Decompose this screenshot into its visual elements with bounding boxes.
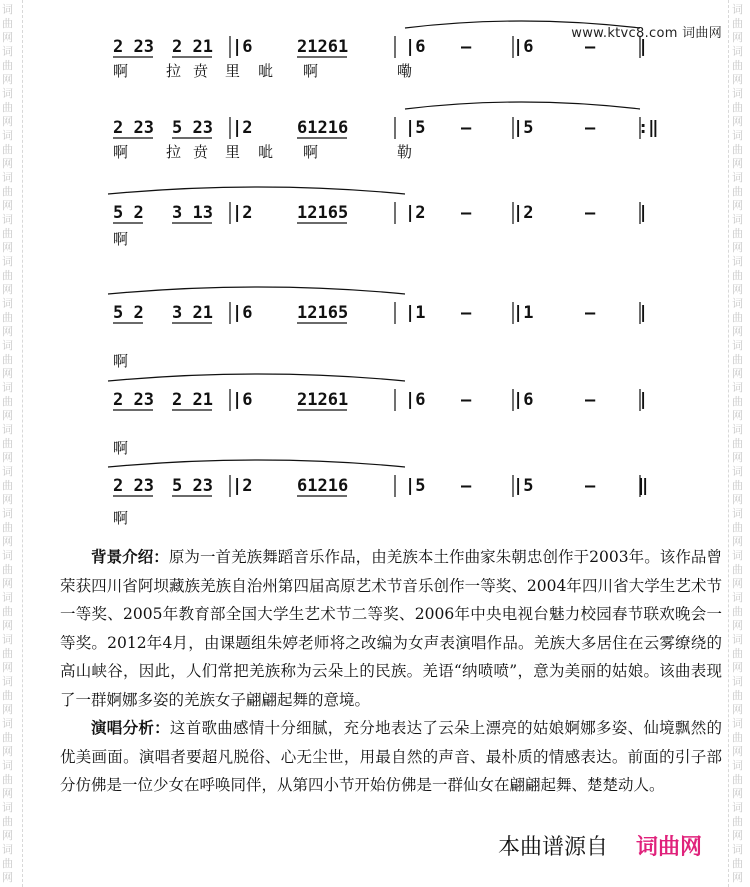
side-watermark-char: 网 <box>732 703 743 716</box>
side-watermark-char: 词 <box>732 297 743 310</box>
side-watermark-char: 网 <box>732 199 743 212</box>
side-watermark-char: 曲 <box>732 143 743 156</box>
side-watermark-char: 词 <box>732 423 743 436</box>
score-note-group: |2 <box>232 118 253 138</box>
lyric-syllable: 啊 <box>113 509 129 527</box>
lyric-syllable: 拉 <box>166 62 182 80</box>
score-note-group: | <box>638 390 649 410</box>
side-watermark-char: 曲 <box>732 521 743 534</box>
lyric-syllable: 贲 <box>193 143 209 161</box>
side-watermark-char: 词 <box>2 171 13 184</box>
score-note-group: 12165 <box>297 303 349 323</box>
score-note-group: |2 <box>232 203 253 223</box>
side-watermark-char: 曲 <box>2 605 13 618</box>
slur-curve <box>108 374 405 381</box>
score-note-group: | <box>638 303 649 323</box>
slur-curve <box>405 21 640 28</box>
score-note-group: |2 <box>405 203 426 223</box>
side-watermark-char: 网 <box>732 409 743 422</box>
score-note-group: |6 <box>405 37 426 57</box>
side-watermark-char: 词 <box>2 759 13 772</box>
side-watermark-char: 曲 <box>732 605 743 618</box>
side-watermark-char: 词 <box>2 297 13 310</box>
analysis-paragraph <box>60 714 722 800</box>
side-watermark-char: 曲 <box>732 395 743 408</box>
side-watermark-char: 词 <box>2 129 13 142</box>
side-watermark-char: 曲 <box>732 731 743 744</box>
score-note-group: – <box>585 476 596 496</box>
side-watermark-char: 词 <box>732 255 743 268</box>
score-note-group: – <box>585 203 596 223</box>
score-note-group: |6 <box>405 390 426 410</box>
score-note-group: | <box>638 203 649 223</box>
score-note-group: 5 23 <box>172 118 213 138</box>
side-watermark-char: 曲 <box>2 395 13 408</box>
score-note-group: :‖ <box>638 118 659 138</box>
side-watermark-char: 词 <box>2 255 13 268</box>
side-watermark-char: 曲 <box>2 311 13 324</box>
side-watermark-char: 网 <box>732 451 743 464</box>
side-watermark-char: 词 <box>2 423 13 436</box>
score-note-group: 12165 <box>297 203 349 223</box>
side-watermark-char: 词 <box>2 507 13 520</box>
side-watermark-char: 词 <box>732 759 743 772</box>
side-watermark-char: 曲 <box>2 689 13 702</box>
side-watermark-char: 词 <box>732 45 743 58</box>
score-note-group: 2 21 <box>172 37 213 57</box>
side-watermark-char: 网 <box>732 241 743 254</box>
side-watermark-char: 曲 <box>2 731 13 744</box>
score-note-group: – <box>461 37 472 57</box>
footer-source-text: 本曲谱源自 <box>498 835 609 860</box>
side-watermark-char: 词 <box>732 465 743 478</box>
side-watermark-char: 词 <box>2 675 13 688</box>
side-watermark-char: 曲 <box>732 479 743 492</box>
side-watermark-char: 词 <box>2 339 13 352</box>
side-watermark-char: 曲 <box>732 59 743 72</box>
lyric-syllable: 嘞 <box>397 62 413 80</box>
lyric-syllable: 啊 <box>303 143 319 161</box>
slur-curve <box>108 460 405 467</box>
score-note-group: 3 21 <box>172 303 213 323</box>
lyric-syllable: 呲 <box>258 143 274 161</box>
side-watermark-char: 网 <box>2 787 13 800</box>
side-watermark-char: 词 <box>2 213 13 226</box>
side-watermark-char: 曲 <box>732 101 743 114</box>
side-watermark-char: 网 <box>2 619 13 632</box>
side-watermark-char: 网 <box>732 871 743 884</box>
side-watermark-char: 词 <box>732 3 743 16</box>
site-watermark: www.ktvc8.com 词曲网 <box>571 26 722 41</box>
side-watermark-char: 曲 <box>2 815 13 828</box>
side-watermark-char: 网 <box>732 493 743 506</box>
score-note-group: 5 2 <box>113 303 144 323</box>
side-watermark-char: 词 <box>2 87 13 100</box>
lyric-syllable: 贲 <box>193 62 209 80</box>
side-watermark-char: 曲 <box>2 773 13 786</box>
side-watermark-char: 网 <box>732 283 743 296</box>
side-watermark-char: 词 <box>732 129 743 142</box>
side-watermark-char: 曲 <box>2 353 13 366</box>
side-watermark-char: 网 <box>732 577 743 590</box>
side-watermark-char: 词 <box>732 675 743 688</box>
side-watermark-char: 词 <box>2 591 13 604</box>
score-note-group: |2 <box>513 203 534 223</box>
score-note-group: 2 21 <box>172 390 213 410</box>
score-note-group: |6 <box>232 303 253 323</box>
side-watermark-char: 网 <box>732 535 743 548</box>
side-watermark-char: 网 <box>2 661 13 674</box>
side-watermark-char: 曲 <box>2 479 13 492</box>
side-watermark-char: 词 <box>732 381 743 394</box>
score-note-group: – <box>461 118 472 138</box>
side-watermark-char: 词 <box>2 465 13 478</box>
side-watermark-char: 曲 <box>732 185 743 198</box>
score-note-group: |5 <box>513 118 534 138</box>
lyric-syllable: 啊 <box>113 230 129 248</box>
side-watermark-char: 网 <box>2 283 13 296</box>
score-note-group: |2 <box>232 476 253 496</box>
side-watermark-char: 词 <box>2 801 13 814</box>
side-watermark-char: 网 <box>2 493 13 506</box>
side-watermark-char: 网 <box>732 787 743 800</box>
side-watermark-char: 网 <box>2 241 13 254</box>
side-watermark-char: 网 <box>732 745 743 758</box>
side-watermark-char: 词 <box>732 507 743 520</box>
side-watermark-char: 词 <box>732 801 743 814</box>
side-watermark-char: 词 <box>2 3 13 16</box>
side-watermark-char: 词 <box>732 717 743 730</box>
side-watermark-char: 词 <box>2 843 13 856</box>
lyric-syllable: 啊 <box>303 62 319 80</box>
score-note-group: – <box>461 203 472 223</box>
score-note-group: 2 23 <box>113 390 154 410</box>
score-note-group: |5 <box>405 476 426 496</box>
side-watermark-char: 网 <box>2 157 13 170</box>
side-watermark-char: 曲 <box>732 689 743 702</box>
analysis-label: 演唱分析： <box>91 719 170 737</box>
side-watermark-char: 曲 <box>732 311 743 324</box>
side-watermark-char: 曲 <box>732 269 743 282</box>
score-note-group: |6 <box>513 37 534 57</box>
side-watermark-char: 网 <box>2 409 13 422</box>
side-watermark-char: 曲 <box>732 227 743 240</box>
lyric-syllable: 啊 <box>113 439 129 457</box>
side-watermark-char: 曲 <box>732 647 743 660</box>
side-watermark-char: 网 <box>2 367 13 380</box>
score-note-group: |1 <box>513 303 534 323</box>
side-watermark-char: 曲 <box>2 647 13 660</box>
side-watermark-char: 网 <box>2 451 13 464</box>
score-note-group: 2 23 <box>113 37 154 57</box>
score-note-group: |6 <box>232 390 253 410</box>
side-watermark-char: 网 <box>2 325 13 338</box>
background-paragraph <box>60 543 722 714</box>
side-watermark-char: 网 <box>732 619 743 632</box>
score-note-group: 2 23 <box>113 118 154 138</box>
side-watermark-char: 词 <box>732 591 743 604</box>
side-watermark-char: 曲 <box>2 227 13 240</box>
side-watermark-char: 词 <box>732 633 743 646</box>
score-note-group: |6 <box>232 37 253 57</box>
lyric-syllable: 里 <box>225 62 241 80</box>
side-watermark-char: 网 <box>2 829 13 842</box>
score-note-group: |1 <box>405 303 426 323</box>
side-watermark-char: 网 <box>2 73 13 86</box>
lyric-syllable: 勒 <box>397 143 413 161</box>
side-watermark-char: 网 <box>2 745 13 758</box>
side-watermark-char: 网 <box>732 73 743 86</box>
side-watermark-char: 词 <box>732 339 743 352</box>
side-watermark-char: 网 <box>2 703 13 716</box>
side-watermark-char: 网 <box>732 31 743 44</box>
side-watermark-char: 网 <box>2 115 13 128</box>
score-note-group: |5 <box>513 476 534 496</box>
side-watermark-char: 曲 <box>732 815 743 828</box>
side-watermark-char: 网 <box>2 31 13 44</box>
lyric-syllable: 啊 <box>113 143 129 161</box>
side-watermark-char: 网 <box>2 577 13 590</box>
side-watermark-char: 词 <box>732 171 743 184</box>
score-note-group: 3 13 <box>172 203 213 223</box>
side-watermark-char: 词 <box>2 633 13 646</box>
side-watermark-char: 网 <box>732 661 743 674</box>
score-note-group: 21261 <box>297 37 349 57</box>
slur-curve <box>108 287 405 294</box>
score-note-group: – <box>585 303 596 323</box>
score-note-group: 2 23 <box>113 476 154 496</box>
side-watermark-char: 曲 <box>2 269 13 282</box>
score-note-group: – <box>585 37 596 57</box>
side-watermark-char: 网 <box>732 157 743 170</box>
side-watermark-char: 曲 <box>2 59 13 72</box>
score-note-group: – <box>461 476 472 496</box>
footer-brand-logo: 词曲网 <box>636 835 703 860</box>
score-note-group: – <box>461 303 472 323</box>
side-watermark-char: 曲 <box>2 857 13 870</box>
side-watermark-char: 网 <box>732 829 743 842</box>
score-note-group: – <box>585 390 596 410</box>
side-watermark-char: 曲 <box>2 563 13 576</box>
side-watermark-char: 词 <box>2 381 13 394</box>
lyric-syllable: 呲 <box>258 62 274 80</box>
side-watermark-char: 网 <box>732 367 743 380</box>
side-watermark-char: 曲 <box>2 185 13 198</box>
side-watermark-char: 网 <box>2 871 13 884</box>
score-note-group: ‖ <box>638 476 649 496</box>
side-watermark-char: 曲 <box>732 773 743 786</box>
slur-curve <box>108 187 405 194</box>
side-watermark-char: 曲 <box>732 857 743 870</box>
lyric-syllable: 啊 <box>113 62 129 80</box>
side-watermark-char: 曲 <box>2 101 13 114</box>
score-note-group: |5 <box>405 118 426 138</box>
score-note-group: 61216 <box>297 118 349 138</box>
background-text: 原为一首羌族舞蹈音乐作品，由羌族本土作曲家朱朝忠创作于2003年。该作品曾荣获四川省阿坝藏族羌族自治州第四届高原艺术节音乐创作一等奖、2004年四川省大学生艺术节一等奖、2005年教育部全国大学生艺术节二等奖、2006年中央电视台魅力校园春节联欢晚会一等奖。2012年4月，由课题组朱婷老师将之改编为女声表演唱作品。羌族大多居住在云雾缭绕的高山峡谷，因此，人们常把羌族称为云朵上的民族。羌语“纳喷喷”，意为美丽的姑娘。该曲表现了一群婀娜多姿的羌族女子翩翩起舞的意境。 <box>60 548 722 709</box>
analysis-text: 这首歌曲感情十分细腻，充分地表达了云朵上漂亮的姑娘婀娜多姿、仙境飘然的优美画面。演唱者要超凡脱俗、心无尘世，用最自然的声音、最朴质的情感表达。前面的引子部分仿佛是一位少女在呼唤同伴，从第四小节开始仿佛是一群仙女在翩翩起舞、楚楚动人。 <box>60 719 722 794</box>
score-note-group: – <box>585 118 596 138</box>
lyric-syllable: 里 <box>225 143 241 161</box>
slur-curve <box>405 102 640 109</box>
side-watermark-char: 词 <box>732 213 743 226</box>
score-note-group: – <box>461 390 472 410</box>
score-note-group: 5 23 <box>172 476 213 496</box>
side-watermark-char: 网 <box>2 535 13 548</box>
side-watermark-char: 曲 <box>2 521 13 534</box>
side-watermark-char: 词 <box>732 549 743 562</box>
score-note-group: 61216 <box>297 476 349 496</box>
score-note-group: | <box>638 37 649 57</box>
side-watermark-char: 词 <box>2 45 13 58</box>
side-watermark-char: 曲 <box>2 437 13 450</box>
side-watermark-char: 曲 <box>732 563 743 576</box>
side-watermark-char: 词 <box>732 843 743 856</box>
side-watermark-char: 曲 <box>732 437 743 450</box>
side-watermark-char: 词 <box>2 717 13 730</box>
side-watermark-char: 曲 <box>2 143 13 156</box>
side-watermark-char: 曲 <box>2 17 13 30</box>
side-watermark-char: 网 <box>2 199 13 212</box>
side-watermark-char: 词 <box>732 87 743 100</box>
side-watermark-char: 网 <box>732 325 743 338</box>
side-watermark-char: 曲 <box>732 17 743 30</box>
score-note-group: |6 <box>513 390 534 410</box>
score-note-group: 5 2 <box>113 203 144 223</box>
lyric-syllable: 啊 <box>113 352 129 370</box>
lyric-syllable: 拉 <box>166 143 182 161</box>
side-watermark-char: 曲 <box>732 353 743 366</box>
side-watermark-char: 网 <box>732 115 743 128</box>
side-watermark-char: 词 <box>2 549 13 562</box>
background-label: 背景介绍： <box>91 548 169 566</box>
score-note-group: 21261 <box>297 390 349 410</box>
